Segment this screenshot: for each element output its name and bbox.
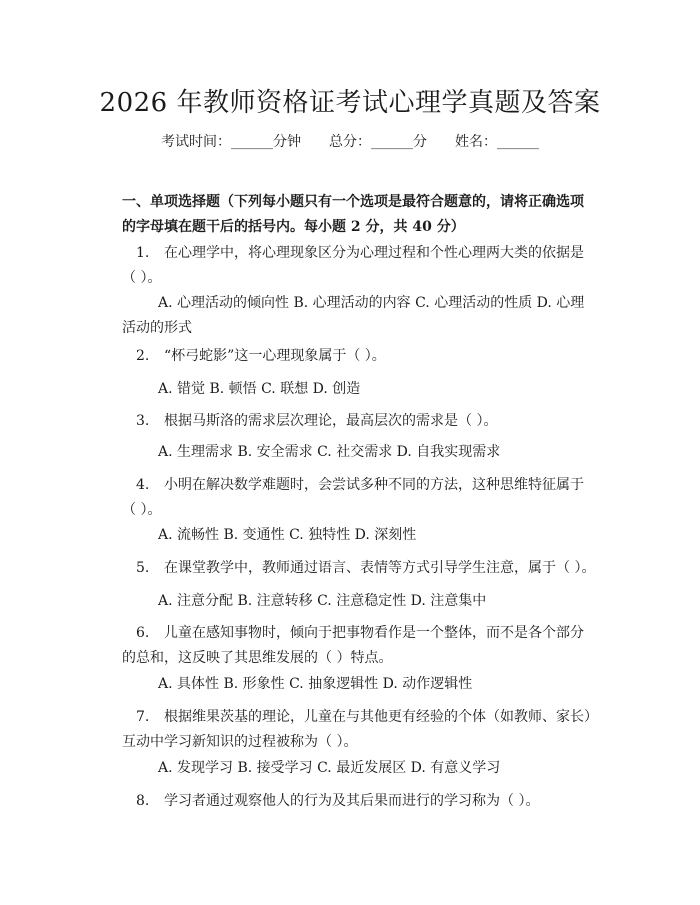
question-text: 在课堂教学中，教师通过语言、表情等方式引导学生注意，属于（ ）。: [164, 560, 596, 576]
section-heading: 一、单项选择题（下列每小题只有一个选项是最符合题意的，请将正确选项的字母填在题干后的括号内。每小题 2 分，共 40 分）: [122, 194, 584, 235]
total-score-field: 总分：______分: [329, 134, 427, 150]
question-text: “杯弓蛇影”这一心理现象属于（ ）。: [164, 348, 386, 364]
question-number: 8.: [136, 793, 150, 809]
question-options: A. 错觉 B. 顿悟 C. 联想 D. 创造: [158, 381, 361, 397]
question-1: [122, 241, 596, 291]
question-options: A. 流畅性 B. 变通性 C. 独特性 D. 深刻性: [158, 527, 417, 543]
question-4: [122, 473, 596, 523]
question-number: 6.: [136, 625, 150, 641]
question-2: [122, 344, 596, 369]
exam-meta: [0, 131, 700, 151]
question-number: 1.: [136, 245, 150, 261]
question-text: 在心理学中，将心理现象区分为心理过程和个性心理两大类的依据是（ ）。: [122, 245, 584, 286]
question-number: 3.: [136, 413, 150, 429]
question-3: [122, 409, 596, 434]
student-name-field: 姓名：______: [455, 134, 539, 150]
question-options: A. 发现学习 B. 接受学习 C. 最近发展区 D. 有意义学习: [158, 760, 501, 776]
question-options: A. 生理需求 B. 安全需求 C. 社交需求 D. 自我实现需求: [158, 444, 501, 460]
question-options: A. 注意分配 B. 注意转移 C. 注意稳定性 D. 注意集中: [158, 593, 487, 609]
question-6: [122, 621, 596, 671]
question-5: [122, 556, 596, 581]
question-number: 5.: [136, 560, 150, 576]
exam-time-field: 考试时间：______分钟: [161, 134, 301, 150]
question-options: A. 具体性 B. 形象性 C. 抽象逻辑性 D. 动作逻辑性: [158, 676, 473, 692]
question-number: 7.: [136, 709, 150, 725]
question-8: [122, 789, 596, 814]
question-7: [122, 705, 596, 755]
question-number: 4.: [136, 477, 150, 493]
question-text: 儿童在感知事物时，倾向于把事物看作是一个整体，而不是各个部分的总和，这反映了其思维发展的（ ）特点。: [122, 625, 584, 666]
question-text: 根据维果茨基的理论，儿童在与其他更有经验的个体（如教师、家长）互动中学习新知识的过程被称为（ ）。: [122, 709, 591, 750]
page-title: 2026 年教师资格证考试心理学真题及答案: [99, 88, 601, 118]
question-number: 2.: [136, 348, 150, 364]
question-text: 根据马斯洛的需求层次理论，最高层次的需求是（ ）。: [164, 413, 498, 429]
question-options: A. 心理活动的倾向性 B. 心理活动的内容 C. 心理活动的性质 D. 心理活动的形式: [122, 295, 585, 336]
question-text: 学习者通过观察他人的行为及其后果而进行的学习称为（ ）。: [164, 793, 540, 809]
question-text: 小明在解决数学难题时，会尝试多种不同的方法，这种思维特征属于（ ）。: [122, 477, 584, 518]
